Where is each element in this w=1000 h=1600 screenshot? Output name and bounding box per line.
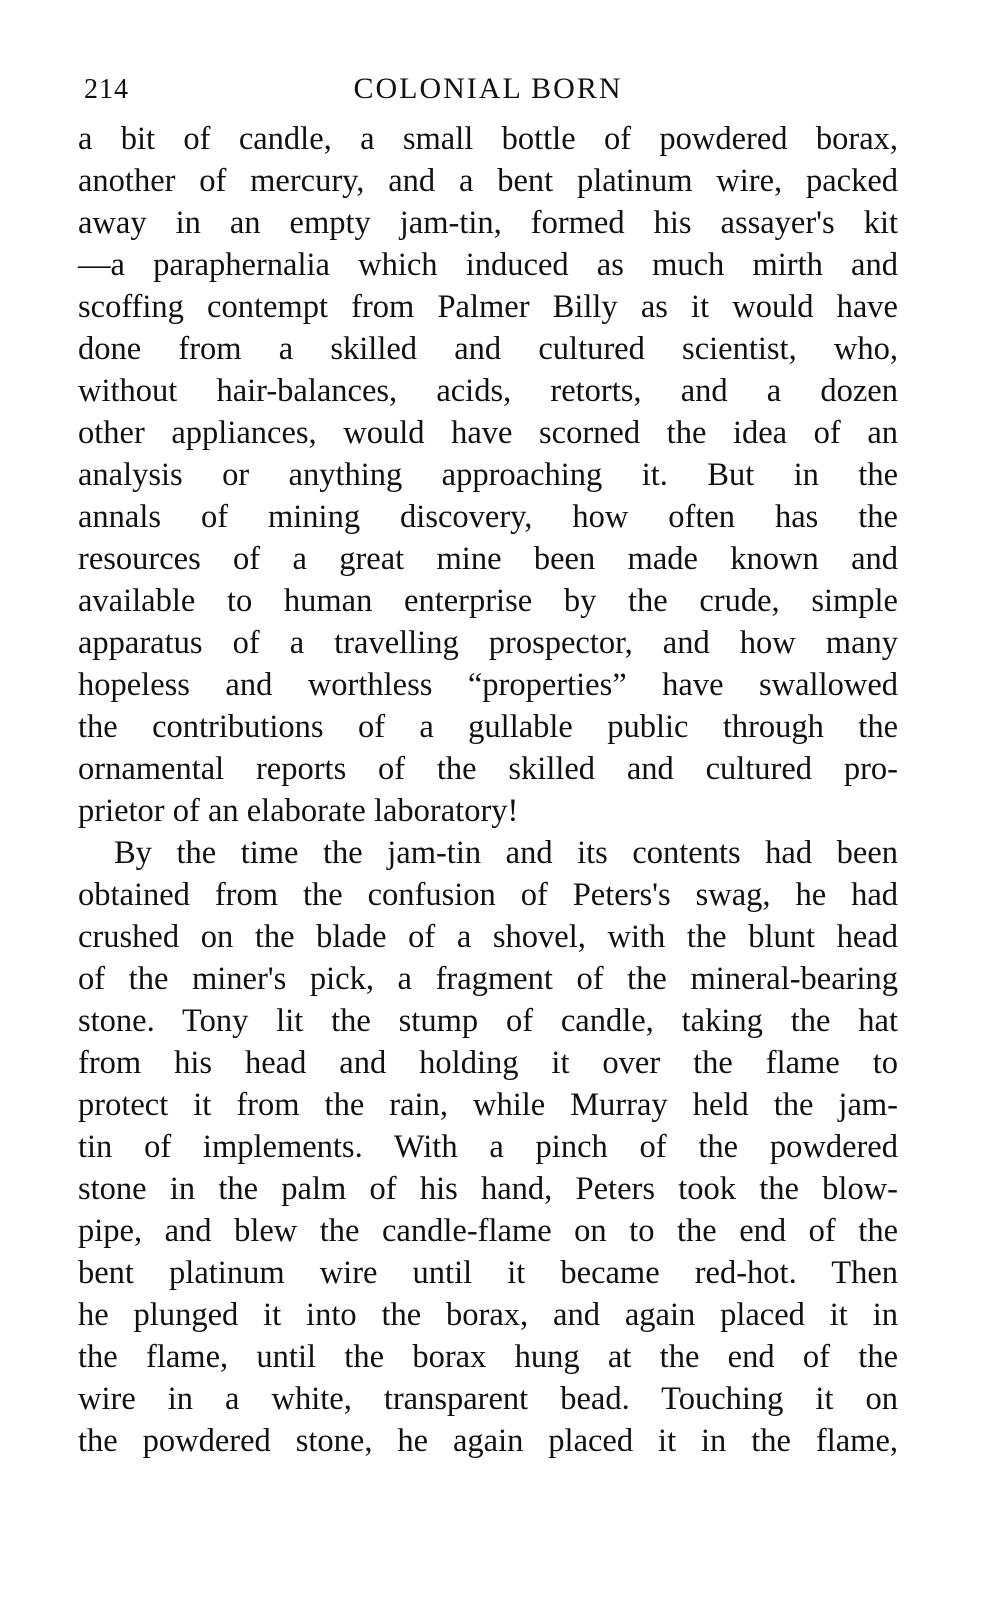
text-line: a bit of candle, a small bottle of powdered borax, [78, 121, 898, 157]
page-number: 214 [84, 74, 129, 105]
text-line: protect it from the rain, while Murray held the jam- [78, 1087, 898, 1123]
book-title: COLONIAL BORN [353, 72, 623, 105]
text-line: done from a skilled and cultured scientist, who, [78, 331, 898, 367]
text-line: available to human enterprise by the crude, simple [78, 583, 898, 619]
text-line: crushed on the blade of a shovel, with the blunt head [78, 919, 898, 955]
text-line: apparatus of a travelling prospector, and how many [78, 625, 898, 661]
text-line: of the miner's pick, a fragment of the mineral-bearing [78, 961, 898, 997]
text-line: from his head and holding it over the flame to [78, 1045, 898, 1081]
text-line: pipe, and blew the candle-flame on to the end of the [78, 1213, 898, 1249]
text-line: stone in the palm of his hand, Peters took the blow- [78, 1171, 898, 1207]
text-line: obtained from the confusion of Peters's swag, he had [78, 877, 898, 913]
book-page [78, 64, 898, 1462]
text-line: the flame, until the borax hung at the end of the [78, 1339, 898, 1375]
text-line: resources of a great mine been made known and [78, 541, 898, 577]
text-line: ornamental reports of the skilled and cultured pro- [78, 751, 898, 787]
text-line: away in an empty jam-tin, formed his assayer's kit [78, 205, 898, 241]
text-line: scoffing contempt from Palmer Billy as it would have [78, 289, 898, 325]
paragraph-1 [78, 118, 898, 832]
text-line: bent platinum wire until it became red-hot. Then [78, 1255, 898, 1291]
text-line: —a paraphernalia which induced as much mirth and [78, 247, 898, 283]
text-line: he plunged it into the borax, and again placed it in [78, 1297, 898, 1333]
body-text [78, 118, 898, 1462]
text-line: tin of implements. With a pinch of the powdered [78, 1129, 898, 1165]
paragraph-2 [78, 832, 898, 1462]
text-line: the powdered stone, he again placed it in the flame, [78, 1423, 898, 1459]
text-line: another of mercury, and a bent platinum wire, packed [78, 163, 898, 199]
text-line: By the time the jam-tin and its contents had been [114, 835, 898, 871]
text-line: hopeless and worthless “properties” have swallowed [78, 667, 898, 703]
text-line: without hair-balances, acids, retorts, and a dozen [78, 373, 898, 409]
running-head [78, 64, 898, 116]
text-line: other appliances, would have scorned the idea of an [78, 415, 898, 451]
text-line: stone. Tony lit the stump of candle, taking the hat [78, 1003, 898, 1039]
text-line: the contributions of a gullable public through the [78, 709, 898, 745]
text-line: annals of mining discovery, how often has the [78, 499, 898, 535]
text-line: wire in a white, transparent bead. Touching it on [78, 1381, 898, 1417]
text-line: prietor of an elaborate laboratory! [78, 793, 519, 829]
text-line: analysis or anything approaching it. But in the [78, 457, 898, 493]
